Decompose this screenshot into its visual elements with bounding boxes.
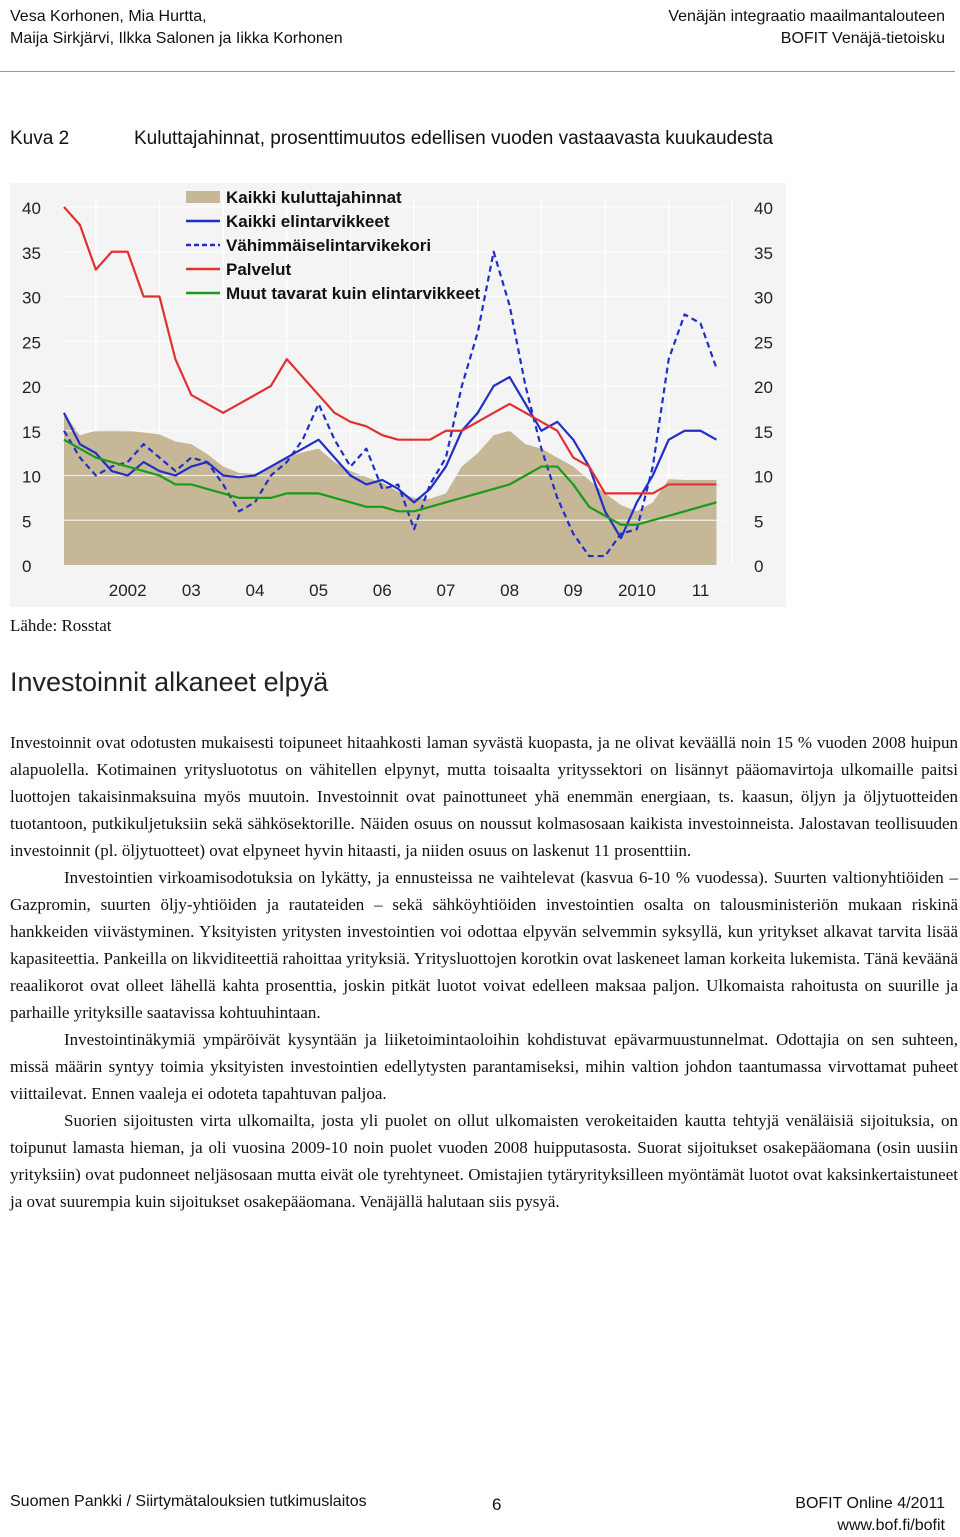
header-authors-line2: Maija Sirkjärvi, Ilkka Salonen ja Iikka Korhonen (10, 30, 343, 47)
y-tick-label-right: 35 (754, 243, 773, 263)
y-tick-label-right: 30 (754, 288, 773, 308)
footer-publication (795, 1493, 945, 1537)
footer-page-number: 6 (492, 1495, 502, 1514)
y-tick-label-left: 5 (22, 512, 32, 532)
header-authors-line1: Vesa Korhonen, Mia Hurtta, (10, 8, 207, 25)
body-paragraph: Investointinäkymiä ympäröivät kysyntään ja liiketoimintaoloihin kohdistuvat epävarmuustunnelmat. Odottajia on sen suhteen, missä määrin syntyy toimia yksityisten investointien edellytysten parantamiseksi, mihin valtion johdon taantumassa virvottamat puheet viittailevat. Ennen vaaleja ei odoteta tapahtuvan paljoa. (10, 1030, 958, 1103)
y-tick-label-right: 25 (754, 333, 773, 353)
footer-publication-line2: www.bof.fi/bofit (837, 1517, 945, 1534)
x-tick-label: 11 (691, 581, 710, 600)
y-tick-label-right: 20 (754, 378, 773, 397)
header-publication (668, 6, 945, 50)
legend-label: Palvelut (226, 260, 292, 279)
footer-institution: Suomen Pankki / Siirtymätalouksien tutkimuslaitos (10, 1493, 367, 1510)
y-tick-label-right: 15 (754, 422, 773, 442)
legend-swatch-area (186, 191, 220, 203)
x-tick-label: 09 (563, 581, 583, 600)
x-tick-label: 05 (309, 581, 329, 600)
y-tick-label-left: 20 (22, 378, 41, 397)
page-footer (0, 1491, 960, 1534)
consumer-price-chart (10, 183, 786, 607)
x-tick-label: 04 (245, 581, 265, 600)
x-tick-label: 2010 (617, 581, 656, 600)
legend-label: Muut tavarat kuin elintarvikkeet (226, 284, 481, 303)
body-paragraph: Investoinnit ovat odotusten mukaisesti toipuneet hitaahkosti laman syvästä kuopasta, ja ne olivat keväällä noin 15 % vuoden 2008 huipun alapuolella. Kotimainen yritysluototus on vähitellen elpynyt, mutta toisaalta yrityssektori on lisännyt pääomavirtoja ulkomaille paitsi luottojen takaisinmaksuina myös muutoin. Investoinnit ovat painottuneet yhä enemmän energiaan, ts. kaasun, öljyn ja öljytuotteiden tuotantoon, putkikuljetuksiin sekä sähkösektorille. Näiden osuus on noussut kolmasosaan kaikista investoinneista. Jalostavan teollisuuden investoinnit (pl. öljytuotteet) ovat elpyneet hyvin hitaasti, ja niiden osuus on laskenut 11 prosenttiin. (10, 733, 958, 860)
legend-label: Kaikki kuluttajahinnat (226, 188, 402, 207)
y-tick-label-left: 25 (22, 333, 41, 353)
y-tick-label-right: 5 (754, 512, 764, 532)
legend-label: Vähimmäiselintarvikekori (226, 236, 432, 255)
y-tick-label-right: 0 (754, 557, 764, 576)
header-publication-line1: Venäjän integraatio maailmantalouteen (668, 8, 945, 25)
y-tick-label-right: 10 (754, 467, 773, 487)
y-tick-label-left: 35 (22, 243, 41, 263)
page-header (0, 0, 960, 72)
figure-number: Kuva 2 (10, 128, 70, 149)
y-tick-label-right: 40 (754, 199, 773, 218)
x-tick-label: 08 (500, 581, 520, 600)
y-tick-label-left: 15 (22, 422, 41, 442)
x-tick-label: 03 (181, 581, 201, 600)
section-body (10, 729, 958, 1215)
x-tick-label: 07 (436, 581, 456, 600)
legend-label: Kaikki elintarvikkeet (226, 212, 390, 231)
y-tick-label-left: 30 (22, 288, 41, 308)
header-divider (0, 71, 955, 72)
header-authors (10, 6, 343, 50)
x-tick-label: 2002 (108, 581, 147, 600)
x-tick-label: 06 (372, 581, 392, 600)
y-tick-label-left: 0 (22, 557, 32, 576)
y-tick-label-left: 40 (22, 199, 41, 218)
footer-publication-line1: BOFIT Online 4/2011 (795, 1495, 945, 1512)
figure-source: Lähde: Rosstat (10, 616, 112, 635)
body-paragraph: Suorien sijoitusten virta ulkomailta, josta yli puolet on ollut ulkomaisten verokeitaiden kautta tehtyjä venäläisiä sijoituksia, on toipunut lamasta hieman, ja oli vuosina 2009-10 noin puolet vuoden 2008 huipputasosta. Suorat sijoitukset osakepääomana (osin uusiin yrityksiin) ovat pudonneet neljäsosaan mutta eivät ole tyrehtyneet. Omistajien tytäryrityksilleen myöntämät luotot ovat kaksinkertaistuneet ja ovat suurempia kuin sijoitukset osakepääomana. Venäjällä halutaan siis pysyä. (10, 1111, 958, 1211)
figure-title: Kuluttajahinnat, prosenttimuutos edellisen vuoden vastaavasta kuukaudesta (134, 128, 774, 149)
header-publication-line2: BOFIT Venäjä-tietoisku (780, 30, 945, 47)
body-paragraph: Investointien virkoamisodotuksia on lykätty, ja ennusteissa ne vaihtelevat (kasvua 6-10 % vuodessa). Suurten valtionyhtiöiden – Gazpromin, suurten öljy-yhtiöiden ja rautateiden – sekä sähköyhtiöiden investointien osalta on talousministeriön mukaan riskinä hankkeiden viivästyminen. Yksityisten yritysten investointien voi odottaa elpyvän selvemmin syksyllä, kun yritykset alkavat tarvita lisää kapasiteettia. Pankeilla on likviditeettiä rahoittaa yrityksiä. Yritysluottojen korotkin ovat laskeneet laman korkeita lukemista. Tänä keväänä reaalikorot ovat olleet lähellä kahta prosenttia, joskin pitkät luotot voivat edelleen maksaa paljon. Ulkomaista rahoitusta on suurille ja parhaille yrityksille saatavissa kohtuuhintaan. (10, 868, 958, 1022)
y-tick-label-left: 10 (22, 467, 41, 487)
section-title: Investoinnit alkaneet elpyä (10, 667, 329, 697)
